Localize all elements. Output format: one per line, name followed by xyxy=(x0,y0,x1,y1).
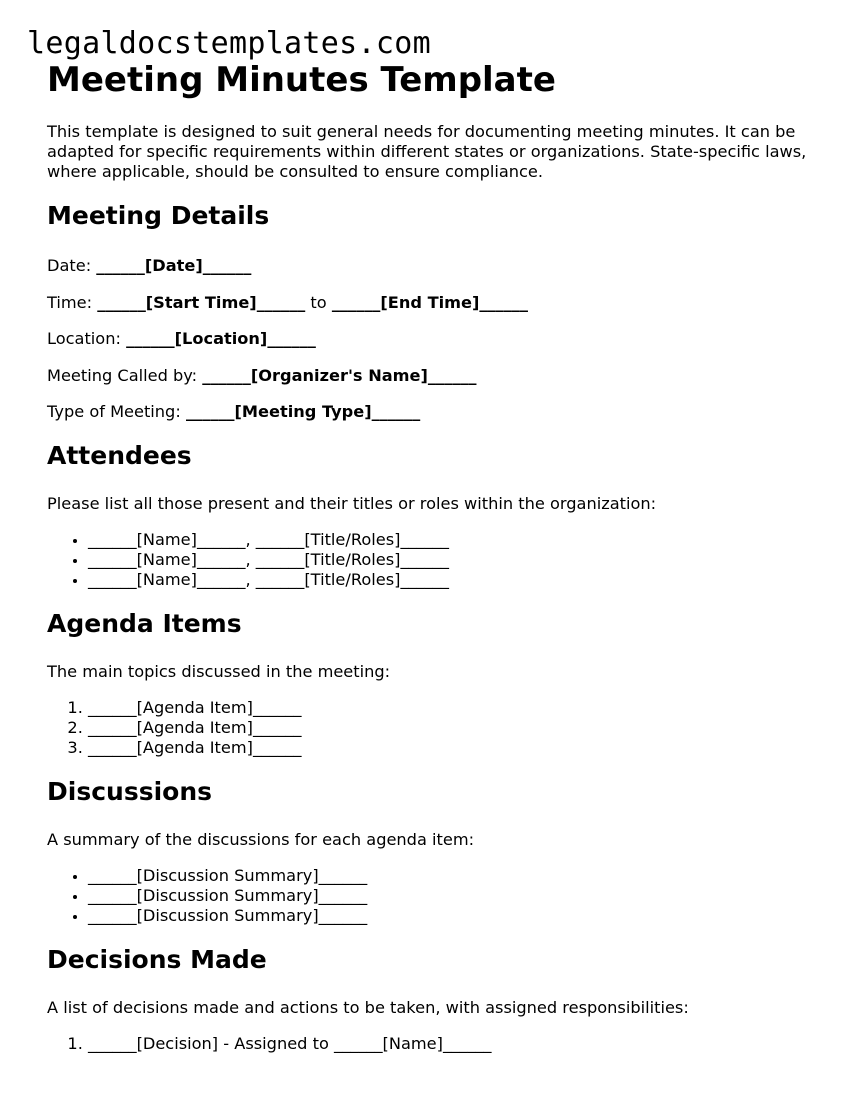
list-item: • ______[Discussion Summary]______ xyxy=(88,866,817,886)
end-time-value: ______[End Time]______ xyxy=(331,292,528,312)
decisions-description: A list of decisions made and actions to be taken, with assigned responsibilities: xyxy=(47,998,689,1017)
list-item: • ______[Name]______, ______[Title/Roles]______ xyxy=(88,550,817,570)
called-by-value: ______[Organizer's Name]______ xyxy=(202,365,477,385)
meeting-details-heading: Meeting Details xyxy=(47,201,270,230)
time-separator: to xyxy=(305,292,332,312)
discussions-description: A summary of the discussions for each agenda item: xyxy=(47,830,475,849)
attendees-description: Please list all those present and their titles or roles within the organization: xyxy=(47,494,657,513)
page-title: Meeting Minutes Template xyxy=(47,60,556,100)
decisions-list xyxy=(47,1034,817,1054)
time-field xyxy=(47,293,817,313)
date-field xyxy=(47,256,817,276)
time-label: Time: xyxy=(47,292,98,312)
date-label: Date: xyxy=(47,256,97,275)
document-page xyxy=(47,58,817,1054)
agenda-heading: Agenda Items xyxy=(47,609,242,638)
list-item: 1. ______[Agenda Item]______ xyxy=(88,698,817,718)
location-label: Location: xyxy=(47,329,127,348)
discussions-list xyxy=(47,866,817,926)
decisions-heading: Decisions Made xyxy=(47,945,267,974)
meeting-type-field xyxy=(47,402,817,422)
list-item: • ______[Discussion Summary]______ xyxy=(88,886,817,906)
meeting-type-label: Type of Meeting: xyxy=(47,402,186,421)
list-item: • ______[Discussion Summary]______ xyxy=(88,906,817,926)
location-field xyxy=(47,329,817,349)
intro-paragraph: This template is designed to suit general needs for documenting meeting minutes. It can be adapted for specific requirements within different states or organizations. State-specific laws, where applicable, should be consulted to ensure compliance. xyxy=(47,122,807,181)
called-by-field xyxy=(47,366,817,386)
discussions-heading: Discussions xyxy=(47,777,213,806)
list-item: 1. ______[Decision] - Assigned to ______[Name]______ xyxy=(88,1034,817,1054)
attendees-heading: Attendees xyxy=(47,441,192,470)
list-item: • ______[Name]______, ______[Title/Roles]______ xyxy=(88,530,817,550)
list-item: • ______[Name]______, ______[Title/Roles]______ xyxy=(88,570,817,590)
agenda-description: The main topics discussed in the meeting: xyxy=(47,662,391,681)
site-watermark: legaldocstemplates.com xyxy=(27,26,431,61)
attendees-list xyxy=(47,530,817,590)
start-time-value: ______[Start Time]______ xyxy=(97,292,306,312)
location-value: ______[Location]______ xyxy=(126,329,316,348)
meeting-type-value: ______[Meeting Type]______ xyxy=(185,402,421,421)
agenda-list xyxy=(47,698,817,758)
date-value: ______[Date]______ xyxy=(96,256,252,275)
list-item: 2. ______[Agenda Item]______ xyxy=(88,718,817,738)
list-item: 3. ______[Agenda Item]______ xyxy=(88,738,817,758)
called-by-label: Meeting Called by: xyxy=(47,365,203,385)
